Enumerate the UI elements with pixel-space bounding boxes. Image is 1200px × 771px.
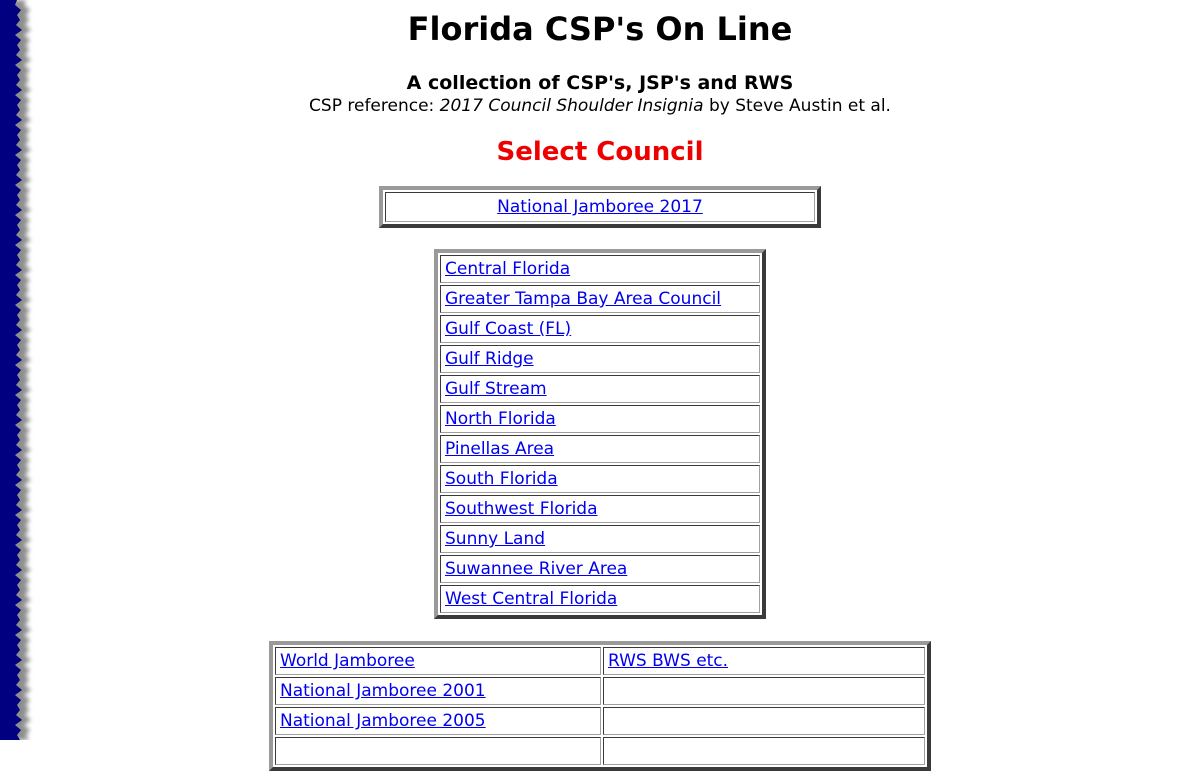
council-link[interactable]: Greater Tampa Bay Area Council xyxy=(445,289,722,309)
table-cell xyxy=(275,737,601,765)
table-cell xyxy=(440,585,760,613)
table-row xyxy=(440,525,760,553)
table-row xyxy=(440,405,760,433)
table-row xyxy=(275,677,925,705)
table-row xyxy=(440,435,760,463)
table-row xyxy=(275,707,925,735)
table-row xyxy=(440,315,760,343)
reference-suffix: by Steve Austin et al. xyxy=(703,96,891,116)
page-subtitle: A collection of CSP's, JSP's and RWS xyxy=(406,72,794,94)
table-cell xyxy=(440,525,760,553)
national-jamboree-2017-link[interactable]: National Jamboree 2017 xyxy=(497,197,703,217)
table-cell xyxy=(603,677,925,705)
council-link[interactable]: Sunny Land xyxy=(445,529,546,549)
table-cell xyxy=(275,707,601,735)
table-cell xyxy=(440,285,760,313)
select-council-heading: Select Council xyxy=(496,137,704,167)
rws-bws-link[interactable]: RWS BWS etc. xyxy=(608,651,729,671)
table-cell xyxy=(440,345,760,373)
national-jamboree-2001-link[interactable]: National Jamboree 2001 xyxy=(280,681,486,701)
council-list-table xyxy=(434,249,766,619)
council-link[interactable]: West Central Florida xyxy=(445,589,618,609)
table-cell xyxy=(275,677,601,705)
table-cell xyxy=(603,707,925,735)
table-cell xyxy=(385,192,815,222)
table-row xyxy=(440,555,760,583)
table-cell xyxy=(275,647,601,675)
table-row xyxy=(275,647,925,675)
table-cell xyxy=(440,315,760,343)
reference-prefix: CSP reference: xyxy=(309,96,440,116)
page-title: Florida CSP's On Line xyxy=(407,10,793,48)
council-link[interactable]: Suwannee River Area xyxy=(445,559,628,579)
table-row xyxy=(440,285,760,313)
council-link[interactable]: Gulf Stream xyxy=(445,379,547,399)
table-row xyxy=(440,345,760,373)
table-row xyxy=(440,375,760,403)
table-cell xyxy=(603,647,925,675)
table-row xyxy=(440,585,760,613)
world-jamboree-link[interactable]: World Jamboree xyxy=(280,651,415,671)
council-link[interactable]: Pinellas Area xyxy=(445,439,555,459)
table-row xyxy=(440,465,760,493)
featured-link-table xyxy=(379,186,821,228)
table-cell xyxy=(440,435,760,463)
reference-book-title: 2017 Council Shoulder Insignia xyxy=(439,96,704,116)
table-cell xyxy=(440,555,760,583)
csp-reference xyxy=(0,96,1200,116)
national-jamboree-2005-link[interactable]: National Jamboree 2005 xyxy=(280,711,486,731)
events-table xyxy=(269,641,931,771)
council-link[interactable]: South Florida xyxy=(445,469,558,489)
table-cell xyxy=(440,375,760,403)
table-row xyxy=(385,192,815,222)
table-cell xyxy=(440,405,760,433)
council-link[interactable]: Gulf Coast (FL) xyxy=(445,319,572,339)
table-row xyxy=(275,737,925,765)
table-cell xyxy=(440,465,760,493)
table-row xyxy=(440,495,760,523)
council-link[interactable]: Southwest Florida xyxy=(445,499,598,519)
council-link[interactable]: Central Florida xyxy=(445,259,571,279)
table-cell xyxy=(440,495,760,523)
table-row xyxy=(440,255,760,283)
council-link[interactable]: North Florida xyxy=(445,409,556,429)
council-link[interactable]: Gulf Ridge xyxy=(445,349,534,369)
table-cell xyxy=(603,737,925,765)
table-cell xyxy=(440,255,760,283)
